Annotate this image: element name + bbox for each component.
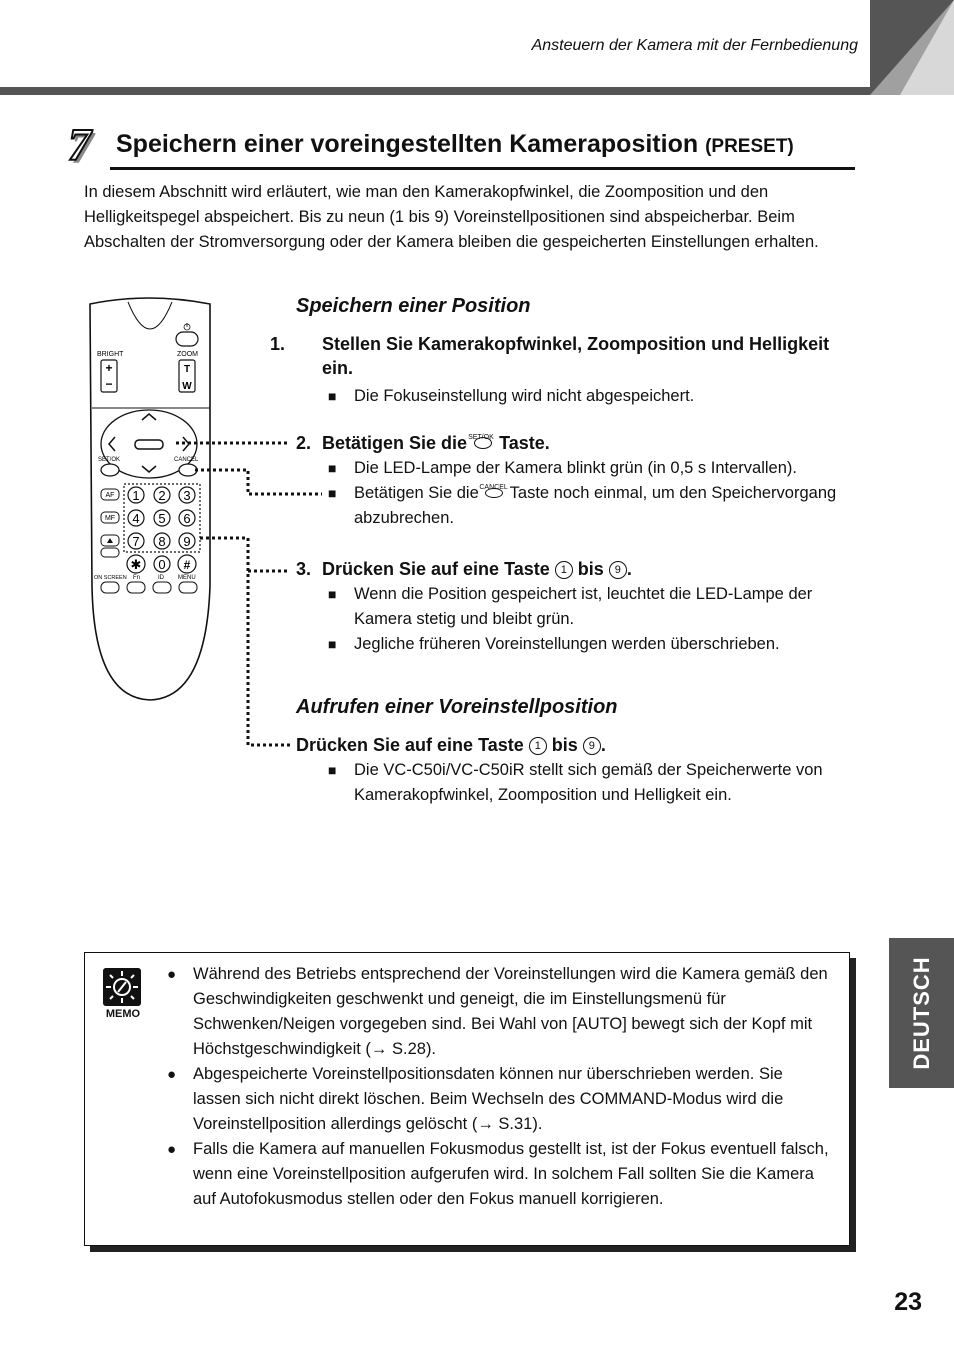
key-1-symbol: 1 bbox=[555, 561, 573, 579]
digit-label-8: 8 bbox=[158, 534, 166, 549]
zero-label: 0 bbox=[158, 557, 166, 572]
recall-key-1-symbol: 1 bbox=[529, 737, 547, 755]
recall-heading: Aufrufen einer Voreinstellposition bbox=[296, 696, 618, 718]
step-3-text-a: Drücken Sie auf eine Taste bbox=[322, 559, 550, 579]
section-title-suffix: (PRESET) bbox=[705, 136, 794, 157]
memo-item-2: ● Abgespeicherte Voreinstellpositionsdaten können nur überschrieben werden. Sie lassen sich nicht direkt löschen. Beim Wechseln des COMMAND-Modus wird die Voreinstellposition allerdings gelöscht (→ S.31). bbox=[167, 1062, 831, 1137]
memo-lightbulb-icon bbox=[103, 968, 141, 1006]
step-1-text: Stellen Sie Kamerakopfwinkel, Zoomposition und Helligkeit ein. bbox=[322, 334, 830, 378]
step-2-text-b: Taste. bbox=[499, 433, 550, 453]
step-2-number: 2. bbox=[296, 433, 312, 453]
zoom-w-label: W bbox=[182, 381, 192, 392]
running-header: Ansteuern der Kamera mit der Fernbedienung bbox=[531, 37, 858, 54]
step-2-bullet-2 bbox=[296, 481, 856, 531]
bright-minus-label: − bbox=[105, 377, 113, 391]
mf-label: MF bbox=[104, 515, 116, 522]
store-step-2 bbox=[296, 431, 856, 531]
step-3-text-mid: bis bbox=[577, 559, 604, 579]
language-tab-text: DEUTSCH bbox=[908, 956, 934, 1070]
af-label: AF bbox=[105, 492, 115, 499]
menu-label: MENU bbox=[178, 575, 196, 581]
recall-period: . bbox=[600, 735, 606, 755]
recall-text-a: Drücken Sie auf eine Taste bbox=[296, 735, 524, 755]
cancel-button-icon bbox=[479, 482, 508, 500]
section-number: 7 bbox=[68, 119, 91, 170]
step-2-text-a: Betätigen Sie die bbox=[322, 433, 468, 453]
star-label: ✱ bbox=[130, 558, 142, 573]
recall-step bbox=[296, 733, 856, 808]
page-number: 23 bbox=[894, 1288, 922, 1316]
zoom-label: ZOOM bbox=[177, 351, 198, 358]
memo-item-3: ● Falls die Kamera auf manuellen Fokusmodus gestellt ist, ist der Fokus eventuell falsch, wenn eine Voreinstellposition aufgerufen wird. In solchem Fall sollten Sie die Kamera auf Autofokusmodus stellen oder den Fokus manuell korrigieren. bbox=[167, 1137, 831, 1212]
memo-label: MEMO bbox=[105, 1008, 141, 1020]
recall-bullet: ■ Die VC-C50i/VC-C50iR stellt sich gemäß der Speicherwerte von Kamerakopfwinkel, Zoomposition und Helligkeit ein. bbox=[296, 758, 856, 808]
hash-label: # bbox=[183, 558, 191, 572]
step-3-bullet-2: ■ Jegliche früheren Voreinstellungen werden überschrieben. bbox=[296, 632, 856, 657]
key-9-symbol: 9 bbox=[609, 561, 627, 579]
step-3-number: 3. bbox=[296, 559, 312, 579]
step-3-bullet-1: ■ Wenn die Position gespeichert ist, leuchtet die LED-Lampe der Kamera stetig und bleibt grün. bbox=[296, 582, 856, 632]
step-2-bullet-2-text-a: Betätigen Sie die bbox=[354, 484, 479, 502]
id-label: ID bbox=[158, 575, 164, 581]
zoom-t-label: T bbox=[183, 364, 191, 375]
fn-label: Fn bbox=[133, 575, 141, 581]
onscreen-label: ON SCREEN bbox=[94, 575, 127, 581]
recall-key-9-symbol: 9 bbox=[583, 737, 601, 755]
memo-list bbox=[167, 962, 831, 1212]
memo-item-1: ● Während des Betriebs entsprechend der Voreinstellungen wird die Kamera gemäß den Geschwindigkeiten geschwenkt und geneigt, die im Einstellungsmenü für Schwenken/Neigen vorgegeben sind. Bei Wahl von [AUTO] bewegt sich der Kopf mit Höchstgeschwindigkeit (→ S.28). bbox=[167, 962, 831, 1062]
digit-label-9: 9 bbox=[183, 534, 191, 549]
digit-label-3: 3 bbox=[183, 488, 191, 503]
step-2-bullet-1: ■ Die LED-Lampe der Kamera blinkt grün (in 0,5 s Intervallen). bbox=[296, 456, 856, 481]
store-step-3 bbox=[296, 557, 856, 657]
digit-label-6: 6 bbox=[183, 511, 191, 526]
digit-label-4: 4 bbox=[132, 511, 140, 526]
store-step-1 bbox=[270, 332, 856, 409]
cancel-button-icon-label: CANCEL bbox=[479, 484, 508, 491]
store-heading: Speichern einer Position bbox=[296, 295, 531, 317]
setok-button-icon-label: SET/OK bbox=[468, 434, 494, 441]
step-3-period: . bbox=[626, 559, 632, 579]
setok-label: SET/OK bbox=[98, 457, 121, 463]
setok-button-icon bbox=[468, 433, 494, 451]
digit-label-5: 5 bbox=[158, 511, 166, 526]
callout-digits bbox=[200, 538, 290, 745]
cancel-label: CANCEL bbox=[174, 457, 199, 463]
step-1-bullet: ■ Die Fokuseinstellung wird nicht abgespeichert. bbox=[296, 384, 856, 409]
digit-label-7: 7 bbox=[132, 534, 140, 549]
language-tab-label bbox=[889, 938, 954, 1088]
intro-paragraph: In diesem Abschnitt wird erläutert, wie man den Kamerakopfwinkel, die Zoomposition und den Helligkeitspegel abspeichert. Bis zu neun (1 bis 9) Voreinstellpositionen sind abspeicherbar. Beim Abschalten der Stromversorgung oder der Kamera bleiben die gespeicherten Einstellungen erhalten. bbox=[84, 183, 819, 251]
bright-label: BRIGHT bbox=[97, 351, 124, 358]
digit-label-2: 2 bbox=[158, 488, 166, 503]
section-title-text: Speichern einer voreingestellten Kameraposition bbox=[116, 130, 699, 158]
step-2-bullet-2-text-b: Taste noch einmal, um den Speichervorgang abzubrechen. bbox=[354, 484, 837, 527]
bright-plus-label: + bbox=[105, 361, 113, 375]
recall-text-mid: bis bbox=[551, 735, 578, 755]
digit-label-1: 1 bbox=[132, 488, 140, 503]
step-1-number: 1. bbox=[270, 334, 286, 354]
